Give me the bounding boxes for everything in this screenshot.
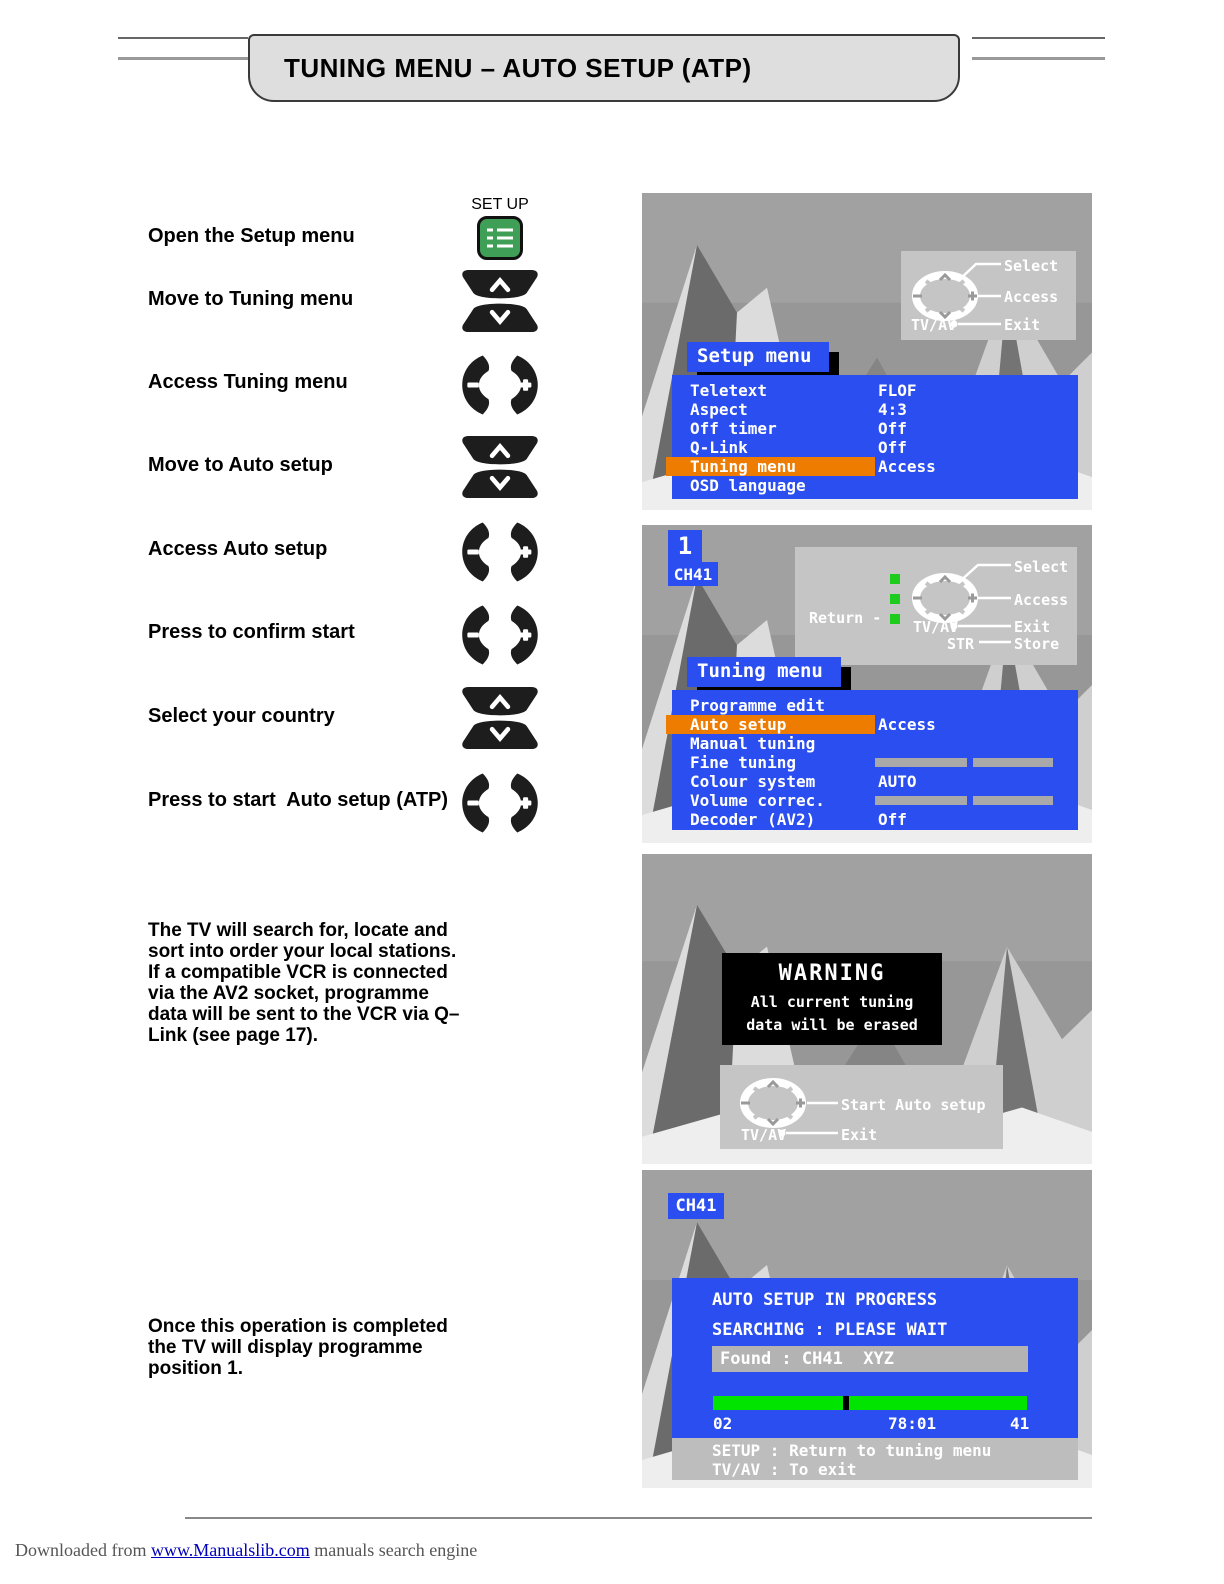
- osd-screen-warning: [642, 854, 1092, 1164]
- step-label-move-tuning: Move to Tuning menu: [148, 288, 354, 310]
- complete-note: Once this operation is completed the TV will display programme position 1.: [148, 1316, 448, 1379]
- slider-bar: [875, 758, 967, 767]
- footer: [15, 1540, 477, 1561]
- nav-label-select: Select: [1004, 257, 1059, 275]
- menu-row: Teletext FLOF: [690, 381, 917, 400]
- nav-help-overlay: [901, 251, 1076, 340]
- channel-badge: CH41: [668, 1193, 724, 1219]
- nav-label-exit: Exit: [1014, 618, 1051, 636]
- footer-suffix: manuals search engine: [309, 1540, 478, 1560]
- hint-bar: [672, 1438, 1078, 1480]
- step-label-access-auto-setup: Access Auto setup: [148, 538, 328, 560]
- minus-icon: [467, 382, 479, 387]
- minus-icon: [467, 800, 479, 805]
- hint-line-setup: SETUP : Return to tuning menu: [712, 1441, 992, 1460]
- setup-menu-title: Setup menu: [687, 342, 829, 372]
- minus-icon: [467, 632, 479, 637]
- nav-label-tvav: TV/AV: [911, 316, 957, 334]
- minus-plus-keys-icon: [446, 603, 554, 672]
- green-indicator-icon: [890, 574, 900, 584]
- green-indicator-icon: [890, 614, 900, 624]
- hint-line-tvav: TV/AV : To exit: [712, 1460, 857, 1479]
- slider-bar: [875, 796, 967, 805]
- header-rule-right-bottom: [972, 57, 1105, 60]
- nav-label-str: STR: [947, 635, 975, 653]
- nav-help-overlay: [720, 1065, 1003, 1149]
- setup-key-group: [455, 196, 545, 260]
- nav-label-access: Access: [1014, 591, 1069, 609]
- nav-label-store: Store: [1014, 635, 1060, 653]
- header-rule-right-top: [972, 37, 1105, 39]
- osd-screen-auto-setup-progress: [642, 1170, 1092, 1488]
- setup-key-label: SET UP: [471, 196, 529, 213]
- menu-row: OSD language: [690, 476, 806, 495]
- tuning-menu-body: [672, 690, 1078, 830]
- menu-row: Decoder (AV2) Off: [690, 810, 907, 829]
- menu-row: Off timer Off: [690, 419, 907, 438]
- minus-icon: [467, 549, 479, 554]
- menu-row: Volume correc.: [672, 791, 1078, 810]
- menu-row-highlighted: Tuning menu Access: [672, 457, 1078, 476]
- nav-help-overlay: [795, 547, 1077, 665]
- step-label-confirm-start: Press to confirm start: [148, 621, 355, 643]
- green-indicator-icon: [890, 594, 900, 604]
- auto-setup-panel: [672, 1278, 1078, 1438]
- step-label-select-country: Select your country: [148, 705, 335, 727]
- nav-label-tvav: TV/AV: [741, 1126, 787, 1144]
- minus-plus-keys-icon: [446, 353, 554, 422]
- menu-row: Manual tuning: [690, 734, 816, 753]
- progress-cursor: [843, 1396, 849, 1410]
- footer-prefix: Downloaded from: [15, 1540, 151, 1560]
- menu-row-highlighted: Auto setup Access: [672, 715, 1078, 734]
- step-label-open-setup: Open the Setup menu: [148, 225, 355, 247]
- progress-bar: [713, 1396, 1027, 1410]
- status-line: SEARCHING : PLEASE WAIT: [712, 1320, 948, 1340]
- channel-badge: CH41: [668, 562, 718, 586]
- setup-key-icon: [477, 216, 523, 260]
- search-note: The TV will search for, locate and sort into order your local stations. If a compatible VCR is connected via the AV2 socket, programme data will be sent to the VCR via Q–Link (see page 17).: [148, 920, 460, 1046]
- warning-line1: All current tuning: [750, 993, 914, 1011]
- header-rule-left-top: [118, 37, 248, 39]
- programme-number-badge: 1: [668, 530, 702, 562]
- tuning-menu-title: Tuning menu: [687, 657, 841, 687]
- menu-row: Fine tuning: [672, 753, 1078, 772]
- nav-label-tvav: TV/AV: [913, 618, 959, 636]
- manualslib-link[interactable]: www.Manualslib.com: [150, 1540, 310, 1560]
- step-label-start-atp: Press to start Auto setup (ATP): [148, 789, 449, 811]
- menu-lines-icon: [480, 219, 520, 257]
- nav-label-select: Select: [1014, 558, 1069, 576]
- slider-bar: [973, 758, 1053, 767]
- header-rule-left-bottom: [118, 57, 248, 60]
- nav-label-exit: Exit: [841, 1126, 878, 1144]
- osd-screen-setup-menu: [642, 193, 1092, 510]
- osd-screen-tuning-menu: [642, 525, 1092, 843]
- setup-menu-body: [672, 375, 1078, 499]
- warning-box: [722, 953, 942, 1045]
- updown-rocker-icon: [457, 268, 543, 339]
- progress-start-value: 02: [713, 1414, 733, 1433]
- menu-row: Aspect 4:3: [690, 400, 907, 419]
- minus-plus-keys-icon: [446, 771, 554, 840]
- page-bottom-rule: [185, 1517, 1092, 1519]
- found-channel-text: Found : CH41 XYZ: [720, 1349, 894, 1369]
- slider-bar: [973, 796, 1053, 805]
- nav-label-start-auto-setup: Start Auto setup: [841, 1096, 986, 1114]
- updown-rocker-icon: [457, 434, 543, 505]
- updown-rocker-icon: [457, 685, 543, 756]
- status-line: AUTO SETUP IN PROGRESS: [712, 1290, 938, 1310]
- title-banner: [248, 34, 960, 102]
- progress-current-value: 78:01: [888, 1414, 937, 1433]
- page-title: TUNING MENU – AUTO SETUP (ATP): [284, 53, 752, 83]
- warning-line2: data will be erased: [746, 1016, 918, 1034]
- menu-row: Colour system AUTO: [690, 772, 917, 791]
- found-channel-bar: [712, 1346, 1028, 1372]
- warning-title: WARNING: [778, 961, 886, 986]
- step-label-move-auto-setup: Move to Auto setup: [148, 454, 333, 476]
- minus-plus-keys-icon: [446, 520, 554, 589]
- step-label-access-tuning: Access Tuning menu: [148, 371, 348, 393]
- progress-end-value: 41: [1010, 1414, 1030, 1433]
- nav-label-return: Return -: [809, 609, 882, 627]
- nav-label-access: Access: [1004, 288, 1059, 306]
- menu-row: Programme edit: [690, 696, 825, 715]
- menu-row: Q-Link Off: [690, 438, 907, 457]
- nav-label-exit: Exit: [1004, 316, 1041, 334]
